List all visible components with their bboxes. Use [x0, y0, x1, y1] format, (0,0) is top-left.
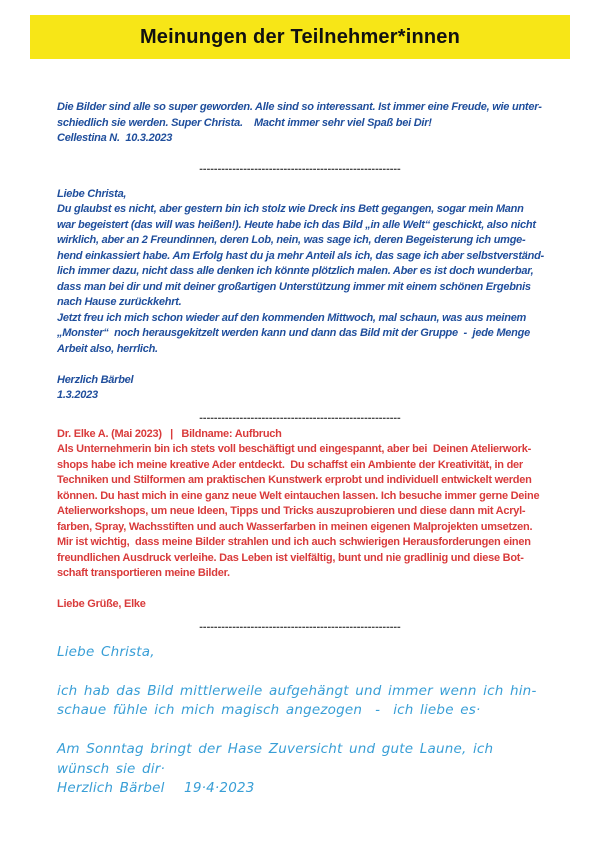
text-line: Herzlich Bärbel	[57, 373, 134, 386]
text-line: schiedlich sie werden. Super Christa. Macht immer sehr viel Spaß bei Dir!	[57, 116, 432, 129]
testimonial-cellestina	[57, 100, 543, 147]
text-line: freundlichen Ausdruck verleihe. Das Leben ist vielfältig, bunt und nie gradlinig und diese Bot-	[57, 551, 524, 564]
page-title: Meinungen der Teilnehmer*innen	[139, 25, 461, 48]
text-line: Mir ist wichtig, dass meine Bilder strahlen und ich auch schwierigen Herausforderungen einen	[57, 536, 531, 548]
text-line: wünsch sie dir·	[57, 760, 165, 777]
text-line: können. Du hast mich in eine ganz neue Welt eintauchen lassen. Ich besuche immer gerne Deine	[57, 489, 540, 502]
text-line: Arbeit also, herrlich.	[57, 342, 158, 355]
text-line: ich hab das Bild mittlerweile aufgehängt und immer wenn ich hin-	[57, 682, 537, 699]
text-line: Jetzt freu ich mich schon wieder auf den kommenden Mittwoch, mal schaun, was aus meinem	[57, 311, 527, 324]
text-line: dass man bei dir und mit deiner großartigen Unterstützung immer mit einem schönen Ergebnis	[57, 280, 531, 293]
text-line: „Monster“ noch herausgekitzelt werden kann und dann das Bild mit der Gruppe - jede Menge	[57, 327, 530, 339]
text-line: Du glaubst es nicht, aber gestern bin ich stolz wie Dreck ins Bett gegangen, sogar mein Mann	[57, 203, 524, 215]
separator-2: -------------------------------------------------------	[199, 411, 401, 424]
text-line: Als Unternehmerin bin ich stets voll beschäftigt und eingespannt, aber bei Deinen Atelierwork-	[57, 443, 531, 455]
testimonial-baerbel-april	[57, 643, 543, 799]
text-line: shops habe ich meine kreative Ader entdeckt. Du schaffst ein Ambiente der Kreativität, in der	[57, 458, 523, 471]
text-line: Liebe Grüße, Elke	[57, 598, 146, 610]
text-line: Techniken und Stilformen am praktischen Kunstwerk erprobt und individuell entwickelt werden	[57, 474, 532, 486]
text-line: lich immer dazu, nicht dass alle denken ich könnte plötzlich malen. Aber es ist doch wunderbar,	[57, 265, 534, 277]
text-line: schaft transportieren meine Bilder.	[57, 567, 230, 579]
text-line: Atelierworkshops, um neue Ideen, Tipps und Tricks auszuprobieren und diese dann mit Acryl-	[57, 505, 526, 517]
separator-1: -------------------------------------------------------	[199, 162, 401, 175]
text-line	[57, 721, 543, 741]
text-line: wirklich, aber an 2 Freundinnen, deren Lob, nein, was sage ich, deren Begeisterung ich umge-	[57, 234, 526, 246]
separator-3: -------------------------------------------------------	[199, 620, 401, 633]
text-line: Liebe Christa,	[57, 643, 155, 660]
text-line: schaue fühle ich mich magisch angezogen - ich liebe es·	[57, 702, 481, 718]
page-title-banner	[30, 15, 570, 59]
testimonial-baerbel-march	[57, 187, 543, 404]
text-line	[57, 662, 543, 682]
text-line: Cellestina N. 10.3.2023	[57, 132, 173, 144]
text-line: Die Bilder sind alle so super geworden. Alle sind so interessant. Ist immer eine Freude, wie unter-	[57, 101, 542, 113]
text-line: Am Sonntag bringt der Hase Zuversicht und gute Laune, ich	[57, 741, 494, 757]
text-line: war begeistert (das will was heißen!). Heute habe ich das Bild „in alle Welt“ geschickt, also nicht	[57, 218, 536, 231]
text-line	[57, 357, 543, 373]
testimonial-elke	[57, 427, 543, 613]
text-line: 1.3.2023	[57, 389, 98, 401]
text-line: hend einkassiert habe. Am Erfolg hast du ja mehr Anteil als ich, das sage ich aber selbstverständ-	[57, 249, 544, 262]
text-line: Liebe Christa,	[57, 187, 127, 200]
testimonials-content	[0, 100, 600, 799]
text-line: farben, Spray, Wachsstiften und auch Wasserfarben in meinen eigenen Malprojekten umsetzen.	[57, 520, 533, 533]
text-line: Herzlich Bärbel 19·4·2023	[57, 780, 255, 796]
text-line	[57, 582, 543, 598]
text-line: nach Hause zurückkehrt.	[57, 296, 182, 308]
text-line: Dr. Elke A. (Mai 2023) | Bildname: Aufbruch	[57, 427, 282, 440]
